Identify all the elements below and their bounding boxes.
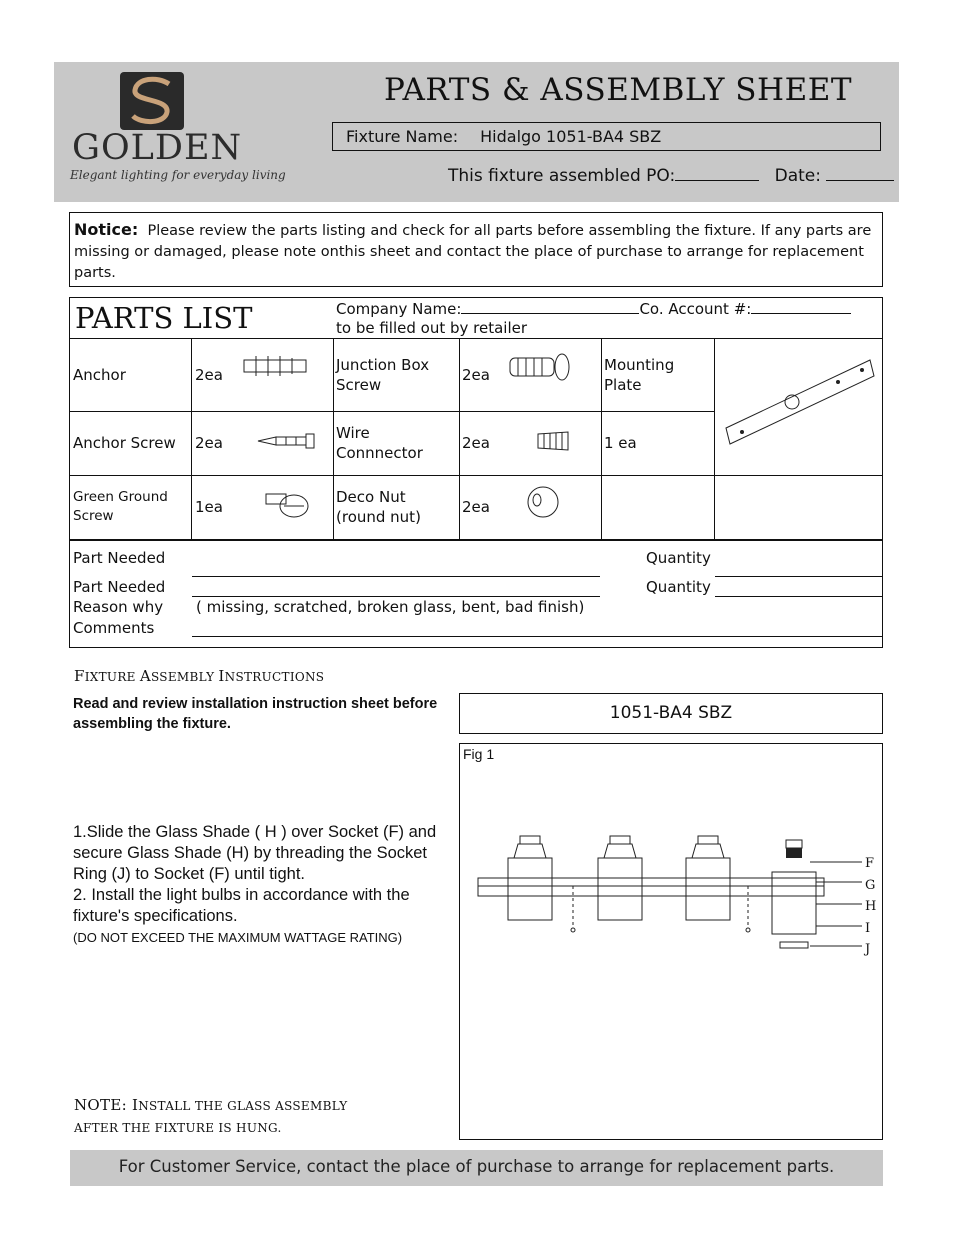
step-1: 1.Slide the Glass Shade ( H ) over Socket (F) and secure Glass Shade (H) by threading the Socket Ring (J) to Socket (F) until tight. [73, 823, 437, 883]
part-name-anchor-screw: Anchor Screw [73, 434, 176, 452]
callout-i: I [865, 920, 871, 936]
part-qty-wire-connector: 2ea [462, 434, 490, 452]
figure-label: Fig 1 [463, 746, 495, 762]
notice-text: Please review the parts listing and check for all parts before assembling the fixture. If any parts are missing or damaged, please note onthis sheet and contact the place of purchase to arrange for replacement parts. [74, 223, 872, 281]
callout-g: G [865, 877, 876, 893]
part-qty-anchor: 2ea [195, 366, 223, 384]
page-title: PARTS & ASSEMBLY SHEET [384, 72, 853, 108]
part-name-wire-connector: Wire Connnector [336, 424, 423, 462]
part-name-deco-nut: Deco Nut (round nut) [336, 488, 421, 526]
anchor-screw-icon [256, 431, 320, 451]
callout-h: H [865, 899, 877, 914]
footer-banner: For Customer Service, contact the place of purchase to arrange for replacement parts. [70, 1150, 883, 1186]
fixture-name-value: Hidalgo 1051-BA4 SBZ [480, 127, 662, 146]
part-qty-anchor-screw: 2ea [195, 434, 223, 452]
deco-nut-icon [525, 484, 561, 520]
wire-connector-icon [536, 430, 572, 452]
part-qty-deco-nut: 2ea [462, 498, 490, 516]
parts-list-table [69, 297, 883, 648]
fixture-diagram [470, 832, 880, 962]
assembled-po-label: This fixture assembled PO: [448, 166, 676, 186]
company-line [336, 298, 851, 319]
callout-labels [865, 853, 876, 961]
date-blank[interactable] [826, 180, 894, 181]
model-number-box: 1051-BA4 SBZ [459, 693, 883, 734]
part-name-junction-box-screw: Junction Box Screw [336, 356, 430, 394]
callout-j: J [865, 942, 871, 957]
fixture-name-label: Fixture Name: [346, 127, 459, 146]
hanging-note: NOTE: INSTALL THE GLASS ASSEMBLY AFTER THE FIXTURE IS HUNG. [74, 1096, 348, 1135]
reason-label: Reason why [73, 598, 164, 616]
anchor-icon [240, 353, 312, 379]
read-instructions-note: Read and review installation instruction sheet before assembling the fixture. [73, 696, 438, 732]
account-label: Co. Account #: [639, 300, 752, 318]
part-needed-label-1: Part Needed [73, 549, 166, 567]
callout-f: F [865, 856, 875, 871]
part-needed-label-2: Part Needed [73, 578, 166, 596]
notice-label: Notice: [74, 220, 139, 239]
assembly-steps [73, 822, 458, 948]
part-name-mounting-plate: Mounting Plate [604, 356, 675, 394]
reason-hint: ( missing, scratched, broken glass, bent, bad finish) [196, 598, 585, 616]
golden-logo-icon [117, 70, 187, 132]
retailer-note: to be filled out by retailer [336, 319, 528, 337]
quantity-label-1: Quantity [646, 549, 711, 567]
account-blank[interactable] [751, 298, 851, 314]
part-name-green-ground-screw: Green Ground Screw [73, 489, 168, 524]
company-blank[interactable] [461, 298, 639, 314]
comments-label: Comments [73, 619, 155, 637]
assembled-po-line [448, 166, 894, 186]
company-label: Company Name: [336, 300, 462, 318]
part-qty-junction-box-screw: 2ea [462, 366, 490, 384]
junction-box-screw-icon [506, 352, 572, 382]
fixture-name-field [332, 122, 881, 151]
quantity-label-2: Quantity [646, 578, 711, 596]
logo-tagline: Elegant lighting for everyday living [70, 168, 286, 182]
parts-list-title: PARTS LIST [75, 301, 253, 335]
wattage-warning: (DO NOT EXCEED THE MAXIMUM WATTAGE RATING) [73, 930, 403, 945]
po-blank[interactable] [675, 180, 759, 181]
notice-box [69, 212, 883, 287]
assembly-section-title: FIXTURE ASSEMBLY INSTRUCTIONS [74, 667, 325, 685]
part-name-anchor: Anchor [73, 366, 126, 384]
green-ground-screw-icon [262, 486, 312, 522]
logo-name: GOLDEN [72, 128, 243, 168]
part-qty-green-ground-screw: 1ea [195, 498, 223, 516]
part-qty-mounting-plate: 1 ea [604, 434, 637, 452]
step-2: 2. Install the light bulbs in accordance with the fixture's specifications. [73, 886, 410, 925]
mounting-plate-icon [722, 350, 878, 450]
date-label: Date: [774, 166, 821, 186]
